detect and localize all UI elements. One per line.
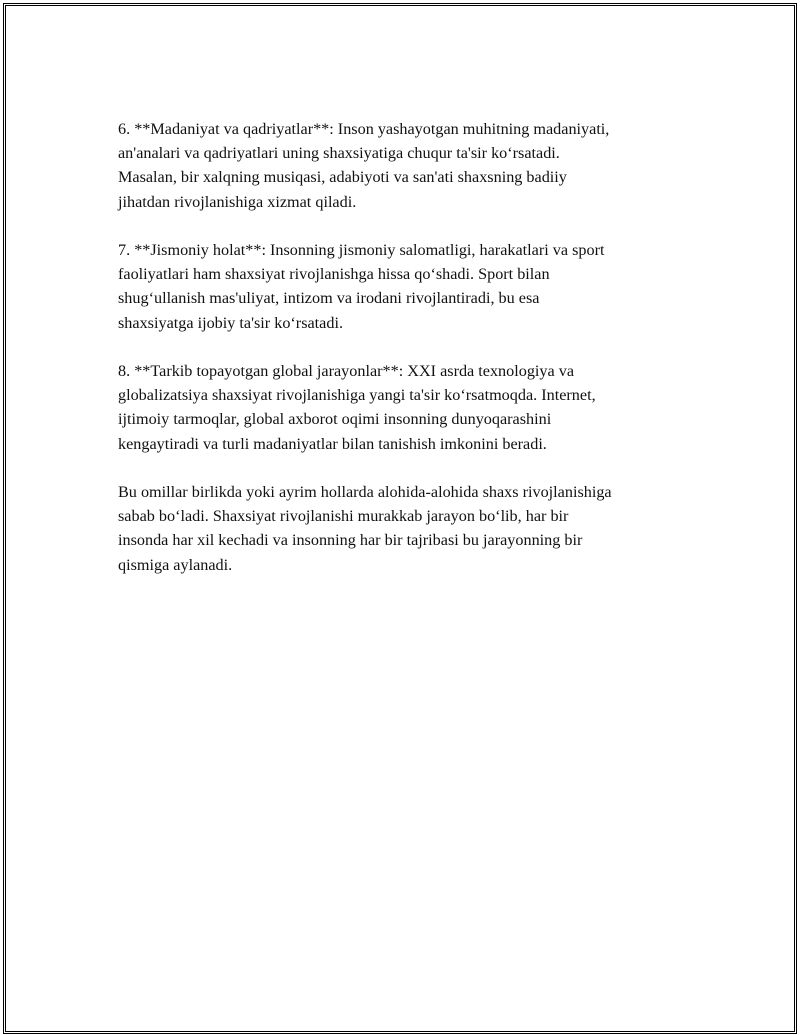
paragraph-madaniyat: 6. **Madaniyat va qadriyatlar**: Inson yashayotgan muhitning madaniyati, an'analari va qadriyatlari uning shaxsiyatiga chuqur ta'sir ko‘rsatadi. Masalan, bir xalqning musiqasi, adabiyoti va san'ati shaxsning badiiy jihatdan rivojlanishiga xizmat qiladi. (118, 120, 610, 211)
paragraph-conclusion: Bu omillar birlikda yoki ayrim hollarda alohida-alohida shaxs rivojlanishiga sabab bo‘ladi. Shaxsiyat rivojlanishi murakkab jarayon bo‘lib, har bir insonda har xil kechadi va insonning har bir tajribasi bu jarayonning bir qismiga aylanadi. (118, 483, 612, 574)
paragraph-global-jarayonlar: 8. **Tarkib topayotgan global jarayonlar**: XXI asrda texnologiya va globalizatsiya shaxsiyat rivojlanishiga yangi ta'sir ko‘rsatmoqda. Internet, ijtimoiy tarmoqlar, global axborot oqimi insonning dunyoqarashini kengaytiradi va turli madaniyatlar bilan tanishish imkonini beradi. (118, 362, 596, 453)
paragraph-jismoniy-holat: 7. **Jismoniy holat**: Insonning jismoniy salomatligi, harakatlari va sport faoliyatlari ham shaxsiyat rivojlanishga hissa qo‘shadi. Sport bilan shug‘ullanish mas'uliyat, intizom va irodani rivojlantiradi, bu esa shaxsiyatga ijobiy ta'sir ko‘rsatadi. (118, 241, 605, 332)
document-body (118, 117, 698, 601)
